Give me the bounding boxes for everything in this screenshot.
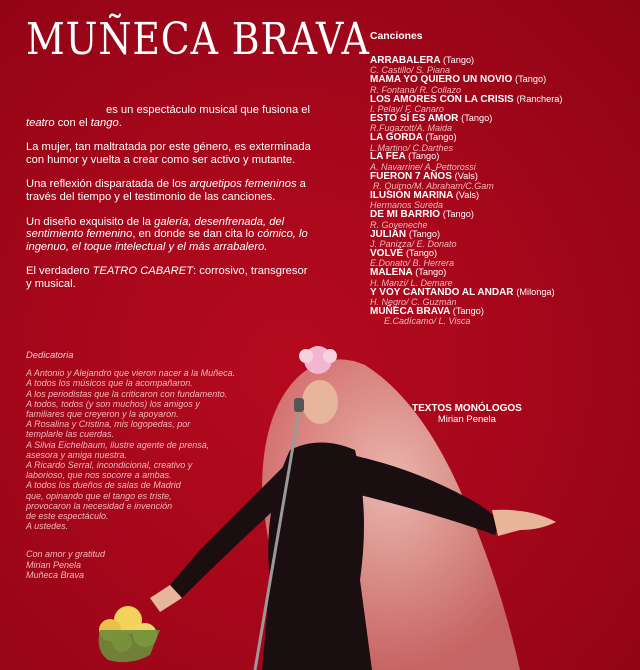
- intro-paragraph-3: Una reflexión disparatada de los arquetipos femeninos a través del tiempo y el testimonio de las canciones.: [26, 178, 306, 203]
- song-item: [370, 229, 635, 248]
- face-shape: [302, 380, 338, 424]
- dedication-line: A todos los músicos que la acompañaron.: [26, 378, 193, 389]
- song-title: ILUSIÓN MARINA (Vals): [370, 190, 480, 202]
- song-authors: Hermanos Sureda: [370, 200, 444, 211]
- song-title: ESTO SÍ ES AMOR (Tango): [370, 112, 493, 124]
- dedication-line: A Ricardo Serral, incondicional, creativo y: [26, 460, 193, 471]
- song-item: [370, 209, 635, 228]
- monologues-block: [412, 403, 522, 425]
- signature-line: Muñeca Brava: [26, 569, 85, 580]
- song-items: [370, 55, 635, 325]
- song-genre: (Tango): [515, 74, 547, 85]
- song-item: [370, 267, 635, 286]
- bouquet-shape: [99, 606, 160, 662]
- song-item: [370, 55, 635, 74]
- intro-paragraph-1: es un espectáculo musical que fusiona el teatro con el tango.: [26, 104, 310, 129]
- intro-paragraph-4: Un diseño exquisito de la galería, desenfrenada, del sentimiento femenino, en donde se dan cita lo cómico, lo ingenuo, el toque intelectual y el más arrabalero.: [26, 215, 308, 253]
- song-authors: R. Goyeneche: [370, 219, 428, 230]
- song-authors: C. Castillo/ S. Piana: [370, 65, 451, 76]
- song-genre: (Vals): [455, 190, 480, 201]
- dedication-line: A los periodistas que la criticaron con fundamento.: [26, 388, 228, 399]
- dedication-lines: [26, 368, 286, 531]
- dedication-line: templarle las cuerdas.: [26, 429, 115, 440]
- song-title: Y VOY CANTANDO AL ANDAR (Milonga): [370, 286, 555, 298]
- song-title: LA GORDA (Tango): [370, 132, 457, 144]
- dedication-line: familiares que creyeron y la apoyaron.: [26, 409, 179, 420]
- song-item: [370, 94, 635, 113]
- song-genre: (Tango): [415, 267, 447, 278]
- dedication-line: A todos, todos (y son muchos) los amigos y: [26, 398, 200, 409]
- song-title: ARRABALERA (Tango): [370, 55, 475, 66]
- song-genre: (Vals): [454, 170, 478, 181]
- signature-line: Mirian Penela: [26, 559, 82, 570]
- dedication-line: A todos los dueños de salas de Madrid: [26, 480, 181, 491]
- song-title: DE MI BARRIO (Tango): [370, 209, 474, 221]
- intro-paragraph-2: La mujer, tan maltratada por este género, es exterminada con humor y vuelta a crear como ser activo y mutante.: [26, 141, 311, 166]
- monologues-title: TEXTOS MONÓLOGOS: [412, 403, 522, 414]
- song-authors: H. Negro/ C. Guzmán: [370, 296, 457, 307]
- songs-heading: Canciones: [370, 31, 423, 42]
- song-authors: R. Quirno/M. Abraham/C.Gam: [373, 181, 494, 192]
- song-item: [370, 190, 635, 209]
- dedication-line: A ustedes.: [26, 521, 69, 532]
- dedication-heading: Dedicatoria: [26, 349, 74, 360]
- song-genre: (Tango): [442, 209, 474, 220]
- song-genre: (Tango): [452, 305, 484, 316]
- song-authors: E.Cadícamo/ L. Visca: [384, 316, 471, 327]
- monologues-author: Mirian Penela: [437, 414, 496, 425]
- song-authors: L.Martino/ C.Darthes: [370, 142, 454, 153]
- song-list: [370, 31, 635, 325]
- song-genre: (Tango): [408, 228, 441, 239]
- song-authors: E.Donato/ B. Herrera: [370, 258, 455, 269]
- song-title: MAMA YO QUIERO UN NOVIO (Tango): [370, 74, 547, 86]
- song-item: [370, 287, 635, 306]
- signature-line: Con amor y gratitud: [26, 549, 106, 560]
- song-genre: (Milonga): [516, 286, 555, 297]
- song-title: LA FEA (Tango): [370, 151, 440, 163]
- song-item: [370, 113, 635, 132]
- song-authors: J. Panizza/ E. Donato: [370, 239, 457, 250]
- song-genre: (Tango): [408, 151, 440, 162]
- dedication-line: A Rosalina y Cristina, mis logopedas, por: [26, 419, 191, 430]
- song-item: [370, 171, 635, 190]
- dedication-line: provocaron la necesidad e invención: [26, 500, 173, 511]
- dedication-line: que, opinando que el tango es triste,: [26, 490, 172, 501]
- song-title: MUÑECA BRAVA (Tango): [370, 305, 484, 317]
- song-item: [370, 132, 635, 151]
- song-authors: R. Fontana/ R. Collazo: [370, 84, 462, 95]
- dedication-line: A Antonio y Alejandro que vieron nacer a la Muñeca.: [26, 368, 236, 379]
- song-title: JULIÁN (Tango): [370, 228, 441, 240]
- intro-text: [26, 104, 314, 303]
- song-authors: A. Navarrine/ A. Pettorossi: [370, 161, 476, 172]
- song-authors: R.Fugazott/A. Maida: [370, 123, 453, 134]
- song-authors: I. Pelay/ F. Canaro: [370, 104, 444, 114]
- song-title: MALENA (Tango): [370, 267, 447, 279]
- dedication-line: A Silvia Eichelbaum, ilustre agente de prensa,: [26, 439, 210, 450]
- page-title: MUÑECA BRAVA: [26, 14, 370, 65]
- dedication-signature: [26, 549, 286, 580]
- song-genre: (Ranchera): [516, 93, 563, 104]
- dedication-block: [26, 350, 286, 580]
- dedication-line: laborioso, que nos socorre a ambas.: [26, 470, 172, 481]
- song-title: VOLVÉ (Tango): [370, 247, 438, 259]
- song-genre: (Tango): [461, 112, 493, 123]
- song-item: [370, 306, 635, 325]
- song-item: [370, 74, 635, 93]
- song-item: [370, 248, 635, 267]
- song-genre: (Tango): [442, 55, 475, 65]
- dedication-line: asesora y amiga nuestra.: [26, 449, 128, 460]
- dedication-line: de este espectáculo.: [26, 511, 109, 522]
- intro-paragraph-5: El verdadero TEATRO CABARET: corrosivo, transgresor y musical.: [26, 265, 308, 290]
- right-hand-shape: [492, 510, 556, 536]
- song-genre: (Tango): [425, 132, 457, 143]
- song-title: FUERON 7 AÑOS (Vals): [370, 170, 478, 182]
- song-title: LOS AMORES CON LA CRISIS (Ranchera): [370, 93, 563, 105]
- song-genre: (Tango): [405, 247, 438, 258]
- microphone-icon: [294, 398, 304, 412]
- song-item: [370, 151, 635, 170]
- song-authors: H. Manzi/ L. Demare: [370, 277, 453, 288]
